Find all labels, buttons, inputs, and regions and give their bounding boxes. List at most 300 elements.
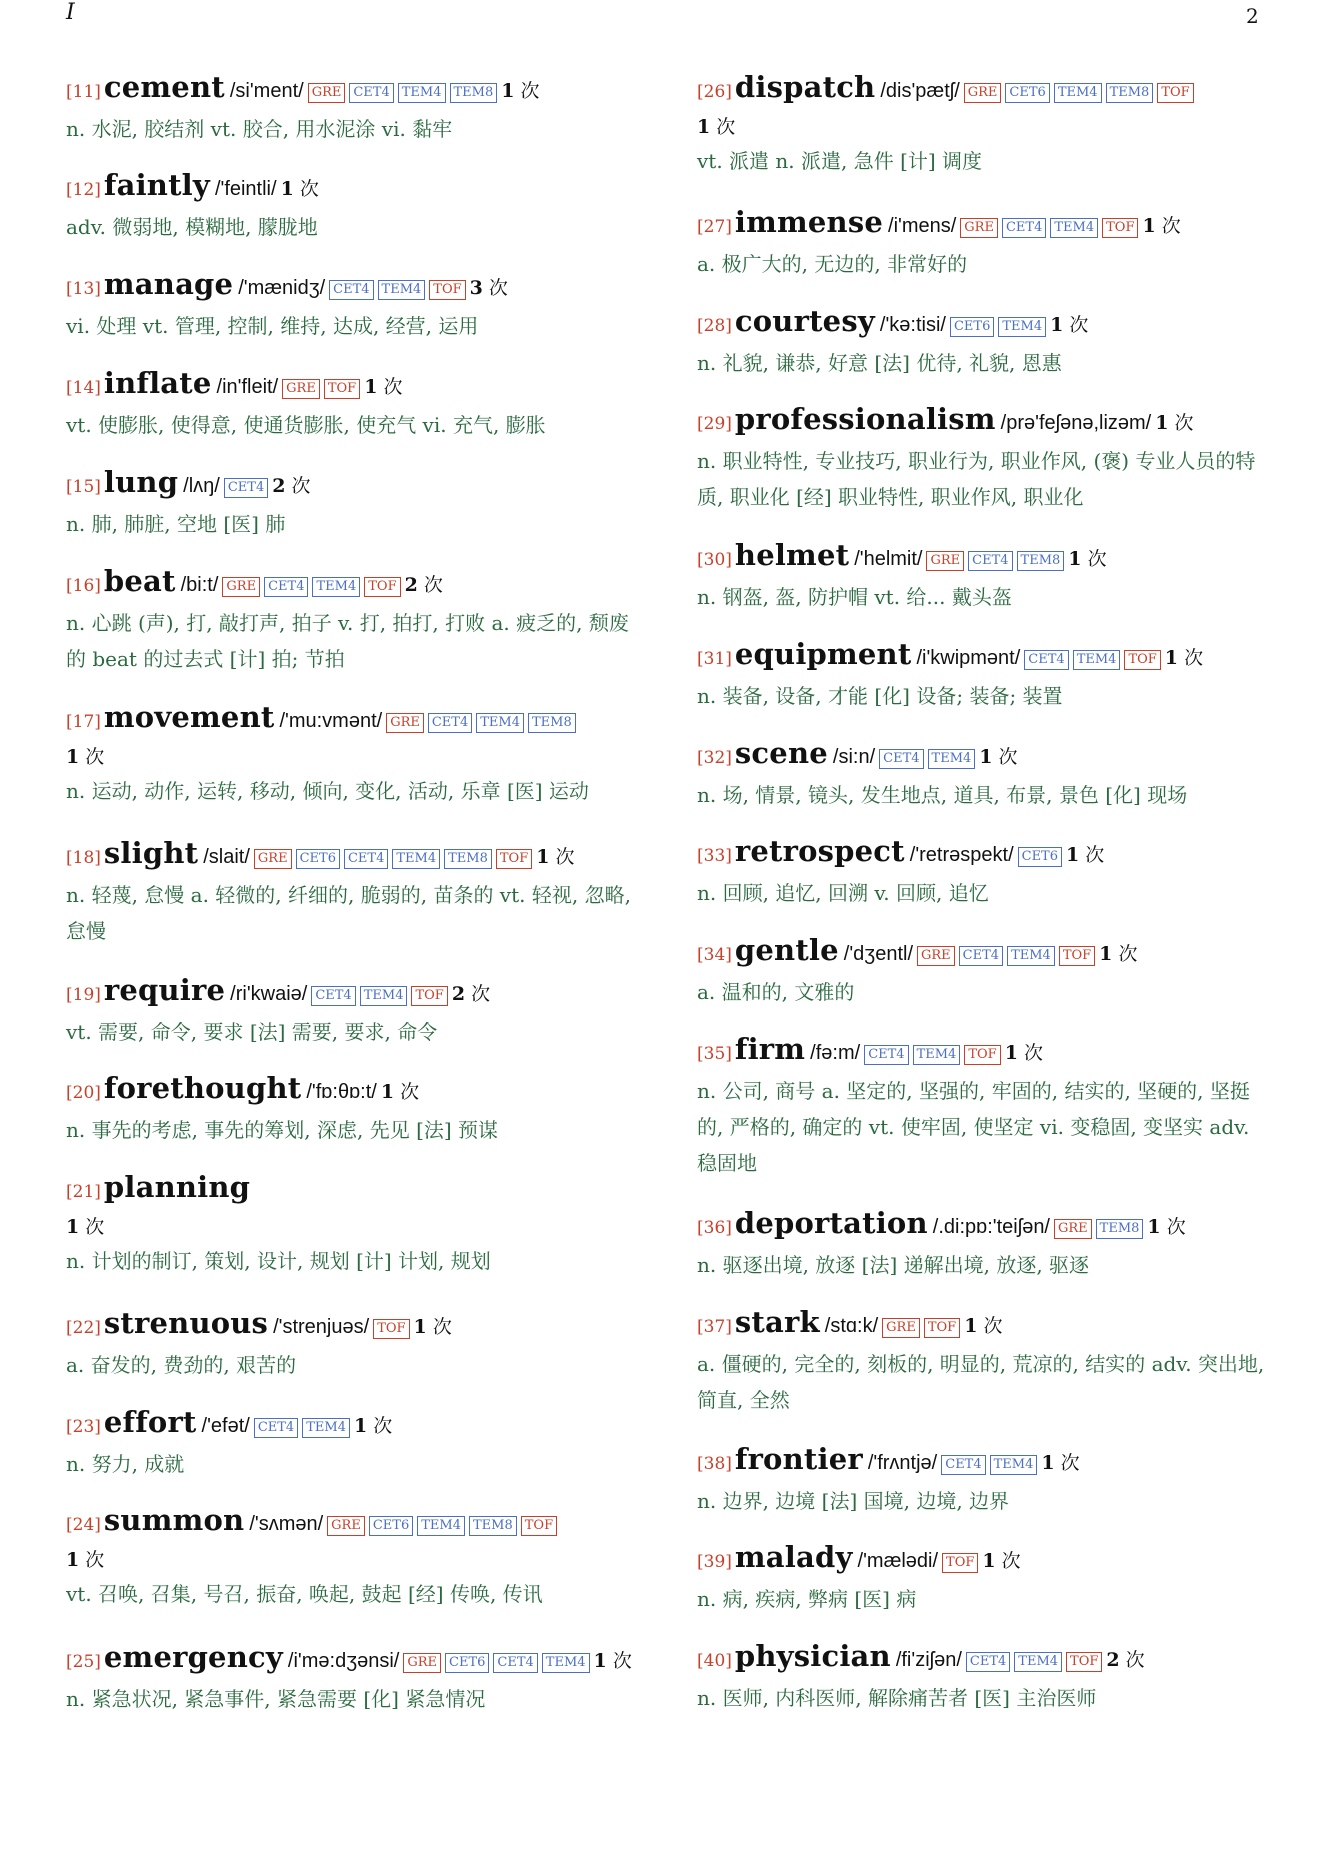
frequency-unit: 次 <box>1063 314 1089 336</box>
exam-tag-badge: TOF <box>964 1045 1000 1065</box>
entry-headline <box>66 364 636 407</box>
definition: a. 奋发的, 费劲的, 艰苦的 <box>66 1353 297 1377</box>
entry-headline <box>66 166 636 209</box>
entry-headline <box>66 1168 636 1243</box>
frequency-count <box>594 1650 632 1672</box>
phonetic: /prə'feʃənə,lizəm/ <box>1000 412 1152 434</box>
frequency-number: 1 <box>1050 314 1064 336</box>
headword: effort <box>103 1405 197 1439</box>
exam-tag-badge: CET6 <box>445 1653 489 1673</box>
frequency-number: 2 <box>1106 1649 1120 1671</box>
frequency-unit: 次 <box>417 574 443 596</box>
exam-tag-badge: CET4 <box>968 551 1012 571</box>
entry-index: [35] <box>697 1044 732 1064</box>
frequency-number: 1 <box>1068 548 1082 570</box>
entry-headline <box>66 265 636 308</box>
exam-tag-badge: TEM8 <box>528 713 576 733</box>
frequency-number: 1 <box>593 1650 607 1672</box>
entry-index: [23] <box>66 1417 101 1437</box>
word-entry <box>66 1069 636 1148</box>
exam-tag-badge: TOF <box>1059 946 1095 966</box>
exam-tag-badge: CET4 <box>344 849 388 869</box>
phonetic: /slait/ <box>203 846 250 868</box>
frequency-number: 2 <box>404 574 418 596</box>
entry-headline <box>697 1303 1271 1346</box>
phonetic: /'fɒ:θɒ:t/ <box>306 1081 377 1103</box>
entry-headline <box>697 635 1271 678</box>
entry-index: [31] <box>697 649 732 669</box>
frequency-count <box>452 983 490 1005</box>
word-entry <box>697 68 1271 179</box>
exam-tag-badge: CET6 <box>1018 847 1062 867</box>
definition: a. 僵硬的, 完全的, 刻板的, 明显的, 荒凉的, 结实的 adv. 突出地, 简直, 全然 <box>697 1352 1265 1412</box>
definition: vt. 需要, 命令, 要求 [法] 需要, 要求, 命令 <box>66 1020 438 1044</box>
exam-tag-badge: GRE <box>882 1318 920 1338</box>
exam-tag-badge: CET4 <box>428 713 472 733</box>
entry-index: [38] <box>697 1454 732 1474</box>
word-entry <box>697 635 1271 714</box>
frequency-number: 2 <box>451 983 466 1005</box>
phonetic: /i'kwipmənt/ <box>916 647 1021 669</box>
frequency-unit: 次 <box>367 1415 393 1437</box>
headword: gentle <box>734 933 839 967</box>
definition: vi. 处理 vt. 管理, 控制, 维持, 达成, 经营, 运用 <box>66 314 479 338</box>
frequency-unit: 次 <box>377 376 403 398</box>
frequency-count <box>1041 1452 1079 1474</box>
word-entry <box>66 698 636 809</box>
entry-headline <box>66 1638 636 1681</box>
frequency-count <box>1068 548 1106 570</box>
exam-tag-badge: TOF <box>521 1516 557 1536</box>
headword: helmet <box>734 538 850 572</box>
definition: n. 公司, 商号 a. 坚定的, 坚强的, 牢固的, 结实的, 坚硬的, 坚挺的, 严格的, 确定的 vt. 使牢固, 使坚定 vi. 变稳固, 变坚实 adv. 稳固地 <box>697 1079 1250 1175</box>
exam-tag-badge: TEM8 <box>444 849 492 869</box>
frequency-count <box>66 1211 636 1243</box>
phonetic: /'efət/ <box>201 1415 250 1437</box>
entry-index: [16] <box>66 576 101 596</box>
definition: n. 回顾, 追忆, 回溯 v. 回顾, 追忆 <box>697 881 989 905</box>
headword: manage <box>103 267 234 301</box>
entry-index: [34] <box>697 945 732 965</box>
word-entry <box>697 302 1271 381</box>
exam-tag-badge: TEM4 <box>990 1455 1038 1475</box>
exam-tag-badge: CET4 <box>966 1652 1010 1672</box>
headword: retrospect <box>734 834 905 868</box>
entry-index: [25] <box>66 1652 101 1672</box>
phonetic: /'strenjuəs/ <box>273 1316 370 1338</box>
frequency-number: 1 <box>413 1316 427 1338</box>
frequency-unit: 次 <box>606 1650 632 1672</box>
exam-tag-badge: CET6 <box>950 317 994 337</box>
entry-headline <box>697 302 1271 345</box>
exam-tag-badge: TEM4 <box>1054 83 1102 103</box>
exam-tag-badge: TEM8 <box>1106 83 1154 103</box>
exam-tag-badge: TEM4 <box>392 849 440 869</box>
headword: deportation <box>734 1206 928 1240</box>
page-header-left: I <box>66 0 75 25</box>
entry-index: [21] <box>66 1182 101 1202</box>
word-entry <box>66 834 636 949</box>
definition: n. 医师, 内科医师, 解除痛苦者 [医] 主治医师 <box>697 1686 1097 1710</box>
phonetic: /.di:pɒ:'teiʃən/ <box>932 1216 1050 1238</box>
entry-headline <box>697 536 1271 579</box>
frequency-unit: 次 <box>79 1549 105 1571</box>
frequency-unit: 次 <box>1119 1649 1145 1671</box>
word-entry <box>66 166 636 245</box>
phonetic: /'retrəspekt/ <box>909 844 1014 866</box>
headword: emergency <box>103 1640 283 1674</box>
phonetic: /'mælədi/ <box>857 1550 939 1572</box>
frequency-number: 1 <box>982 1550 996 1572</box>
entry-index: [26] <box>697 82 732 102</box>
headword: courtesy <box>734 304 875 338</box>
definition: a. 温和的, 文雅的 <box>697 980 855 1004</box>
frequency-unit: 次 <box>79 1216 105 1238</box>
frequency-number: 1 <box>697 116 711 138</box>
entry-index: [22] <box>66 1318 101 1338</box>
frequency-count <box>414 1316 452 1338</box>
entry-index: [36] <box>697 1218 732 1238</box>
exam-tag-badge: GRE <box>917 946 955 966</box>
frequency-number: 1 <box>1066 844 1080 866</box>
definition: n. 水泥, 胶结剂 vt. 胶合, 用水泥涂 vi. 黏牢 <box>66 117 453 141</box>
headword: cement <box>103 70 225 104</box>
word-entry <box>697 536 1271 615</box>
exam-tag-badge: CET4 <box>1024 650 1068 670</box>
exam-tag-badge: TEM4 <box>417 1516 465 1536</box>
frequency-count <box>470 277 508 299</box>
exam-tag-badge: TOF <box>1066 1652 1102 1672</box>
headword: summon <box>103 1503 245 1537</box>
headword: frontier <box>734 1442 863 1476</box>
word-entry <box>66 463 636 542</box>
page-number: 2 <box>1246 4 1259 28</box>
entry-headline <box>66 971 636 1014</box>
entry-index: [40] <box>697 1651 732 1671</box>
word-entry <box>66 1501 636 1612</box>
phonetic: /'sʌmən/ <box>249 1513 324 1535</box>
phonetic: /lʌŋ/ <box>183 475 220 497</box>
definition: n. 心跳 (声), 打, 敲打声, 拍子 v. 打, 拍打, 打败 a. 疲乏的, 颓废的 beat 的过去式 [计] 拍; 节拍 <box>66 611 629 671</box>
headword: stark <box>734 1305 820 1339</box>
frequency-count <box>1005 1042 1043 1064</box>
headword: beat <box>103 564 176 598</box>
phonetic: /'mu:vmənt/ <box>279 710 383 732</box>
frequency-unit: 次 <box>977 1315 1003 1337</box>
entry-index: [11] <box>66 82 101 102</box>
exam-tag-badge: GRE <box>386 713 424 733</box>
word-entry <box>697 1637 1271 1716</box>
entry-headline <box>697 68 1271 143</box>
frequency-count <box>1099 943 1137 965</box>
frequency-count <box>1050 314 1088 336</box>
frequency-unit: 次 <box>549 846 575 868</box>
frequency-unit: 次 <box>1081 548 1107 570</box>
exam-tag-badge: TOF <box>324 379 360 399</box>
exam-tag-badge: TEM4 <box>998 317 1046 337</box>
exam-tag-badge: TEM4 <box>1073 650 1121 670</box>
entry-headline <box>697 1538 1271 1581</box>
exam-tag-badge: TOF <box>1124 650 1160 670</box>
exam-tag-badge: CET4 <box>1002 218 1046 238</box>
exam-tag-badge: TEM4 <box>360 986 408 1006</box>
entry-headline <box>66 68 636 111</box>
definition: n. 努力, 成就 <box>66 1452 185 1476</box>
entry-index: [14] <box>66 378 101 398</box>
entry-headline <box>697 832 1271 875</box>
frequency-count <box>964 1315 1002 1337</box>
word-entry <box>697 203 1271 282</box>
frequency-count <box>1155 412 1193 434</box>
frequency-unit: 次 <box>1155 215 1181 237</box>
phonetic: /si:n/ <box>832 746 876 768</box>
exam-tag-badge: GRE <box>282 379 320 399</box>
exam-tag-badge: GRE <box>1054 1219 1092 1239</box>
word-entry <box>697 734 1271 813</box>
exam-tag-badge: CET6 <box>296 849 340 869</box>
entry-index: [32] <box>697 748 732 768</box>
exam-tag-badge: CET4 <box>264 577 308 597</box>
exam-tag-badge: TEM4 <box>476 713 524 733</box>
definition: n. 礼貌, 谦恭, 好意 [法] 优待, 礼貌, 恩惠 <box>697 351 1062 375</box>
exam-tag-badge: TEM4 <box>312 577 360 597</box>
phonetic: /ri'kwaiə/ <box>230 983 308 1005</box>
entry-index: [15] <box>66 477 101 497</box>
word-entry <box>697 1204 1271 1283</box>
entry-index: [39] <box>697 1552 732 1572</box>
definition: n. 驱逐出境, 放逐 [法] 递解出境, 放逐, 驱逐 <box>697 1253 1090 1277</box>
word-entry <box>697 1030 1271 1181</box>
frequency-count <box>501 80 539 102</box>
frequency-count <box>272 475 310 497</box>
word-entry <box>66 1403 636 1482</box>
exam-tag-badge: CET4 <box>329 280 373 300</box>
phonetic: /i'mens/ <box>888 215 957 237</box>
headword: require <box>103 973 226 1007</box>
frequency-count <box>1165 647 1203 669</box>
exam-tag-badge: TEM4 <box>913 1045 961 1065</box>
exam-tag-badge: GRE <box>960 218 998 238</box>
entry-headline <box>697 931 1271 974</box>
frequency-count <box>1066 844 1104 866</box>
exam-tag-badge: CET4 <box>349 83 393 103</box>
headword: faintly <box>103 168 210 202</box>
definition: vt. 召唤, 召集, 号召, 振奋, 唤起, 鼓起 [经] 传唤, 传讯 <box>66 1582 543 1606</box>
headword: movement <box>103 700 275 734</box>
frequency-number: 1 <box>353 1415 368 1437</box>
headword: physician <box>734 1639 891 1673</box>
definition: adv. 微弱地, 模糊地, 朦胧地 <box>66 215 318 239</box>
frequency-number: 1 <box>1099 943 1113 965</box>
frequency-unit: 次 <box>1160 1216 1186 1238</box>
frequency-count <box>364 376 402 398</box>
frequency-number: 1 <box>1004 1042 1018 1064</box>
exam-tag-badge: CET4 <box>311 986 355 1006</box>
frequency-unit: 次 <box>1054 1452 1080 1474</box>
phonetic: /si'ment/ <box>229 80 304 102</box>
definition: vt. 使膨胀, 使得意, 使通货膨胀, 使充气 vi. 充气, 膨胀 <box>66 413 546 437</box>
headword: scene <box>734 736 828 770</box>
phonetic: /in'fleit/ <box>216 376 279 398</box>
exam-tag-badge: TEM4 <box>398 83 446 103</box>
frequency-count <box>381 1081 419 1103</box>
phonetic: /bi:t/ <box>180 574 219 596</box>
exam-tag-badge: TEM8 <box>1096 1219 1144 1239</box>
definition: n. 场, 情景, 镜头, 发生地点, 道具, 布景, 景色 [化] 现场 <box>697 783 1188 807</box>
headword: slight <box>103 836 199 870</box>
frequency-unit: 次 <box>482 277 508 299</box>
phonetic: /'frʌntjə/ <box>867 1452 938 1474</box>
definition: n. 钢盔, 盔, 防护帽 vt. 给... 戴头盔 <box>697 585 1012 609</box>
entry-headline <box>66 1501 636 1576</box>
frequency-count <box>66 1544 636 1576</box>
frequency-count <box>536 846 574 868</box>
headword: immense <box>734 205 884 239</box>
frequency-number: 1 <box>1041 1452 1055 1474</box>
definition: n. 紧急状况, 紧急事件, 紧急需要 [化] 紧急情况 <box>66 1687 486 1711</box>
word-entry <box>66 364 636 443</box>
definition: n. 装备, 设备, 才能 [化] 设备; 装备; 装置 <box>697 684 1063 708</box>
frequency-unit: 次 <box>426 1316 452 1338</box>
word-entry <box>66 971 636 1050</box>
definition: n. 事先的考虑, 事先的筹划, 深虑, 先见 [法] 预谋 <box>66 1118 499 1142</box>
exam-tag-badge: CET4 <box>254 1418 298 1438</box>
exam-tag-badge: TEM4 <box>1014 1652 1062 1672</box>
headword: lung <box>103 465 179 499</box>
phonetic: /'helmit/ <box>854 548 923 570</box>
headword: firm <box>734 1032 806 1066</box>
entry-headline <box>66 698 636 773</box>
frequency-unit: 次 <box>1112 943 1138 965</box>
exam-tag-badge: TOF <box>373 1319 409 1339</box>
exam-tag-badge: GRE <box>254 849 292 869</box>
entry-index: [37] <box>697 1317 732 1337</box>
word-entry <box>697 832 1271 911</box>
exam-tag-badge: TOF <box>429 280 465 300</box>
exam-tag-badge: TEM4 <box>1050 218 1098 238</box>
exam-tag-badge: CET4 <box>879 749 923 769</box>
frequency-count <box>1147 1216 1185 1238</box>
frequency-unit: 次 <box>514 80 540 102</box>
headword: professionalism <box>734 402 996 436</box>
definition: n. 边界, 边境 [法] 国境, 边境, 边界 <box>697 1489 1010 1513</box>
entry-headline <box>697 1204 1271 1247</box>
entry-headline <box>66 463 636 506</box>
word-entry <box>697 1440 1271 1519</box>
word-entry <box>697 931 1271 1010</box>
entry-headline <box>697 1440 1271 1483</box>
frequency-count <box>697 111 1271 143</box>
frequency-count <box>354 1415 392 1437</box>
frequency-count <box>66 741 636 773</box>
frequency-count <box>1106 1649 1144 1671</box>
word-entry <box>66 1638 636 1717</box>
exam-tag-badge: CET6 <box>1005 83 1049 103</box>
phonetic: /fi'ziʃən/ <box>895 1649 962 1671</box>
exam-tag-badge: CET4 <box>224 478 268 498</box>
entry-index: [18] <box>66 848 101 868</box>
definition: n. 肺, 肺脏, 空地 [医] 肺 <box>66 512 286 536</box>
exam-tag-badge: GRE <box>222 577 260 597</box>
exam-tag-badge: TOF <box>924 1318 960 1338</box>
definition: n. 计划的制订, 策划, 设计, 规划 [计] 计划, 规划 <box>66 1249 491 1273</box>
entry-index: [24] <box>66 1515 101 1535</box>
exam-tag-badge: TOF <box>1102 218 1138 238</box>
entry-index: [17] <box>66 712 101 732</box>
exam-tag-badge: TEM8 <box>469 1516 517 1536</box>
exam-tag-badge: CET4 <box>493 1653 537 1673</box>
entry-index: [27] <box>697 217 732 237</box>
exam-tag-badge: CET4 <box>864 1045 908 1065</box>
phonetic: /i'mə:dʒənsi/ <box>287 1650 400 1672</box>
frequency-number: 1 <box>964 1315 978 1337</box>
frequency-unit: 次 <box>1017 1042 1043 1064</box>
definition: n. 运动, 动作, 运转, 移动, 倾向, 变化, 活动, 乐章 [医] 运动 <box>66 779 589 803</box>
frequency-number: 1 <box>280 178 294 200</box>
entry-index: [28] <box>697 316 732 336</box>
entry-index: [29] <box>697 414 732 434</box>
word-entry <box>66 265 636 344</box>
frequency-unit: 次 <box>465 983 491 1005</box>
frequency-number: 1 <box>536 846 550 868</box>
entry-headline <box>66 1304 636 1347</box>
exam-tag-badge: TEM4 <box>302 1418 350 1438</box>
exam-tag-badge: TOF <box>496 849 532 869</box>
frequency-unit: 次 <box>1168 412 1194 434</box>
phonetic: /'feintli/ <box>214 178 277 200</box>
frequency-number: 1 <box>501 80 515 102</box>
frequency-count <box>982 1550 1020 1572</box>
definition: vt. 派遣 n. 派遣, 急件 [计] 调度 <box>697 149 983 173</box>
entry-index: [12] <box>66 180 101 200</box>
word-entry <box>66 68 636 147</box>
frequency-unit: 次 <box>394 1081 420 1103</box>
entry-headline <box>66 562 636 605</box>
word-entry <box>66 1304 636 1383</box>
definition: n. 病, 疾病, 弊病 [医] 病 <box>697 1587 917 1611</box>
frequency-unit: 次 <box>285 475 311 497</box>
frequency-number: 2 <box>272 475 286 497</box>
exam-tag-badge: TEM8 <box>450 83 498 103</box>
word-entry <box>697 400 1271 515</box>
exam-tag-badge: TEM4 <box>542 1653 590 1673</box>
entry-index: [30] <box>697 550 732 570</box>
exam-tag-badge: TEM4 <box>928 749 976 769</box>
headword: equipment <box>734 637 912 671</box>
frequency-number: 1 <box>1164 647 1179 669</box>
exam-tag-badge: TOF <box>411 986 447 1006</box>
entry-index: [20] <box>66 1083 101 1103</box>
frequency-number: 1 <box>364 376 378 398</box>
entry-index: [19] <box>66 985 101 1005</box>
frequency-unit: 次 <box>1178 647 1204 669</box>
entry-headline <box>697 400 1271 443</box>
exam-tag-badge: TEM4 <box>378 280 426 300</box>
phonetic: /'dʒentl/ <box>843 943 913 965</box>
exam-tag-badge: TEM8 <box>1017 551 1065 571</box>
frequency-number: 1 <box>66 746 80 768</box>
frequency-number: 1 <box>1147 1216 1161 1238</box>
phonetic: /fə:m/ <box>810 1042 861 1064</box>
exam-tag-badge: CET4 <box>941 1455 985 1475</box>
headword: dispatch <box>734 70 876 104</box>
headword: planning <box>103 1170 251 1204</box>
exam-tag-badge: CET4 <box>959 946 1003 966</box>
exam-tag-badge: GRE <box>327 1516 365 1536</box>
exam-tag-badge: GRE <box>964 83 1002 103</box>
frequency-unit: 次 <box>293 178 319 200</box>
definition: a. 极广大的, 无边的, 非常好的 <box>697 252 968 276</box>
